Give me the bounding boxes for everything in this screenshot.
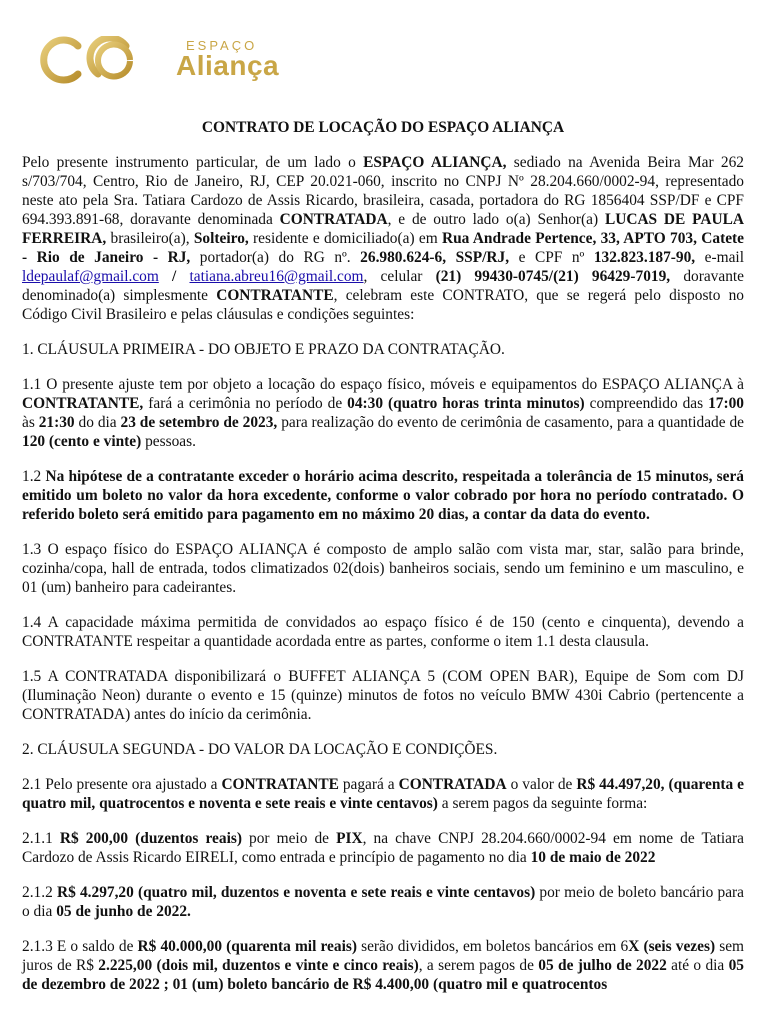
intro-paragraph: Pelo presente instrumento particular, de um lado o ESPAÇO ALIANÇA, sediado na Avenida Beira Mar 262 s/703/704, Centro, Rio de Janeiro, RJ, CEP 20.021-060, inscrito no CNPJ Nº 28.204.660/0002-94, representado neste ato pela Sra. Tatiara Cardozo de Assis Ricardo, brasileira, casada, portadora do RG 1856404 SSP/DF e CPF 694.393.891-68, doravante denominada CONTRATADA, e de outro lado o(a) Senhor(a) LUCAS DE PAULA FERREIRA, brasileiro(a), Solteiro, residente e domiciliado(a) em Rua Andrade Pertence, 33, APTO 703, Catete - Rio de Janeiro - RJ, portador(a) do RG nº. 26.980.624-6, SSP/RJ, e CPF nº 132.823.187-90, e-mail ldepaulaf@gmail.com / tatiana.abreu16@gmail.com, celular (21) 99430-0745/(21) 96429-7019, doravante denominado(a) simplesmente CONTRATANTE, celebram este CONTRATO, que se regerá pelo disposto no Código Civil Brasileiro e pelas cláusulas e condições seguintes: <box>22 154 744 323</box>
logo-name: Aliança <box>176 50 280 81</box>
clause-2-heading: 2. CLÁUSULA SEGUNDA - DO VALOR DA LOCAÇÃO E CONDIÇÕES. <box>22 741 498 758</box>
clause-1-4: 1.4 A capacidade máxima permitida de convidados ao espaço físico é de 150 (cento e cinquenta), devendo a CONTRATANTE respeitar a quantidade acordada entre as partes, conforme o item 1.1 desta clausula. <box>22 614 744 650</box>
rings-logo-icon <box>38 36 168 84</box>
clause-2-1: 2.1 Pelo presente ora ajustado a CONTRATANTE pagará a CONTRATADA o valor de R$ 44.497,20, (quarenta e quatro mil, quatrocentos e noventa e sete reais e vinte centavos) a serem pagos da seguinte forma: <box>22 776 744 812</box>
email-link-1[interactable]: ldepaulaf@gmail.com <box>22 268 159 285</box>
contract-title: CONTRATO DE LOCAÇÃO DO ESPAÇO ALIANÇA <box>201 119 565 136</box>
logo-subtitle: ESPAÇO <box>186 38 258 53</box>
clause-1-heading: 1. CLÁUSULA PRIMEIRA - DO OBJETO E PRAZO DA CONTRATAÇÃO. <box>22 341 505 358</box>
clause-1-5: 1.5 A CONTRATADA disponibilizará o BUFFET ALIANÇA 5 (COM OPEN BAR), Equipe de Som com DJ (Iluminação Neon) durante o evento e 15 (quinze) minutos de fotos no veículo BMW 430i Cabrio (pertencente a CONTRATADA) antes do início da cerimônia. <box>22 668 744 723</box>
clause-1-1: 1.1 O presente ajuste tem por objeto a locação do espaço físico, móveis e equipamentos do ESPAÇO ALIANÇA à CONTRATANTE, fará a cerimônia no período de 04:30 (quatro horas trinta minutos) compreendido das 17:00 às 21:30 do dia 23 de setembro de 2023, para realização do evento de cerimônia de casamento, para a quantidade de 120 (cento e vinte) pessoas. <box>22 376 744 450</box>
clause-1-3: 1.3 O espaço físico do ESPAÇO ALIANÇA é composto de amplo salão com vista mar, star, salão para brinde, cozinha/copa, hall de entrada, todos climatizados 02(dois) banheiros sociais, sendo um feminino e um masculino, e 01 (um) banheiro para cadeirantes. <box>22 541 744 596</box>
clause-2-1-3: 2.1.3 E o saldo de R$ 40.000,00 (quarenta mil reais) serão divididos, em boletos bancários em 6X (seis vezes) sem juros de R$ 2.225,00 (dois mil, duzentos e vinte e cinco reais), a serem pagos de 05 de julho de 2022 até o dia 05 de dezembro de 2022 ; 01 (um) boleto bancário de R$ 4.400,00 (quatro mil e quatrocentos <box>22 938 745 993</box>
contract-document <box>22 118 744 1010</box>
clause-1-2: 1.2 Na hipótese de a contratante exceder o horário acima descrito, respeitada a tolerância de 15 minutos, será emitido um boleto no valor da hora excedente, conforme o valor cobrado por hora no período contratado. O referido boleto será emitido para pagamento em no máximo 20 dias, a contar da data do evento. <box>22 468 744 523</box>
espaco-alianca-logo <box>38 26 280 88</box>
clause-2-1-1: 2.1.1 R$ 200,00 (duzentos reais) por meio de PIX, na chave CNPJ 28.204.660/0002-94 em nome de Tatiara Cardozo de Assis Ricardo EIRELI, como entrada e princípio de pagamento no dia 10 de maio de 2022 <box>22 830 744 866</box>
clause-2-1-2: 2.1.2 R$ 4.297,20 (quatro mil, duzentos e noventa e sete reais e vinte centavos) por meio de boleto bancário para o dia 05 de junho de 2022. <box>22 884 745 920</box>
email-link-2[interactable]: tatiana.abreu16@gmail.com <box>189 268 364 285</box>
